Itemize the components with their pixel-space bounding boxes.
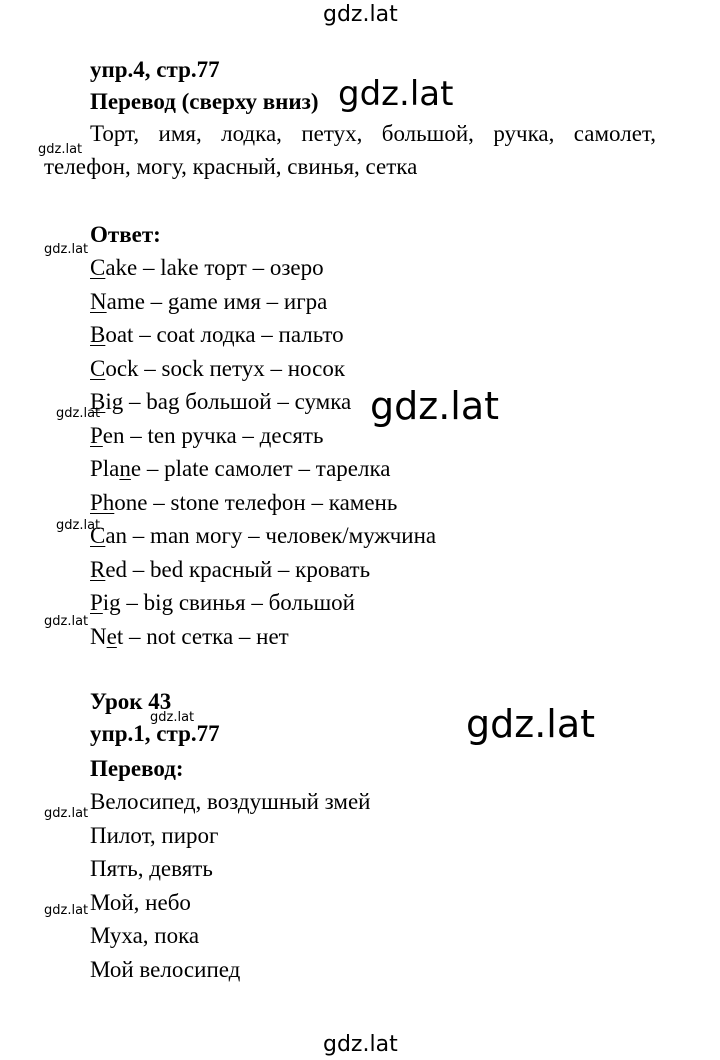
watermark-small: gdz.lat <box>56 518 101 533</box>
watermark-small: gdz.lat <box>44 242 89 257</box>
watermark-small: gdz.lat <box>150 710 195 725</box>
answer-text: en – ten ручка – десять <box>102 422 324 448</box>
lesson-line: Мой, небо <box>90 889 191 915</box>
watermark-large: gdz.lat <box>466 702 596 746</box>
answer-text: ame – game имя – игра <box>106 288 328 314</box>
answer-label: Ответ: <box>90 222 161 247</box>
answer-line <box>90 589 355 617</box>
underlined-letter: B <box>90 322 106 347</box>
underlined-letter: B <box>90 389 106 414</box>
watermark-small: gdz.lat <box>44 806 89 821</box>
lesson-line: Муха, пока <box>90 923 200 948</box>
watermark-small: gdz.lat <box>44 903 89 918</box>
underlined-letter: C <box>90 523 106 548</box>
lesson-line: Велосипед, воздушный змей <box>90 789 371 814</box>
answer-text: ig – bag большой – сумка <box>105 389 352 414</box>
underlined-letter: n <box>119 456 131 481</box>
answer-text: t – not сетка – нет <box>116 623 289 649</box>
lesson-line: Мой велосипед <box>90 956 241 982</box>
answer-line <box>90 522 436 550</box>
answer-line <box>90 288 327 316</box>
watermark-top: gdz.lat <box>323 2 398 27</box>
exercise-subheading: Перевод (сверху вниз) <box>90 89 319 114</box>
answer-text: N <box>90 623 107 649</box>
watermark-small: gdz.lat <box>44 614 89 629</box>
answer-text: one – stone телефон – камень <box>114 489 398 515</box>
answer-line <box>90 422 323 450</box>
answer-text: Pla <box>90 456 120 481</box>
underlined-letter: C <box>90 255 106 280</box>
watermark-bottom: gdz.lat <box>323 1032 398 1057</box>
underlined-letter: R <box>90 556 106 582</box>
watermark-small: gdz.lat <box>38 142 83 157</box>
answer-line <box>90 254 324 282</box>
answer-text: an – man могу – человек/мужчина <box>105 523 437 548</box>
answer-text: ake – lake торт – озеро <box>105 255 324 280</box>
watermark-small: gdz.lat <box>56 406 101 421</box>
underlined-letter: e <box>106 623 117 649</box>
lesson-title: Урок 43 <box>90 689 172 714</box>
answer-text: oat – coat лодка – пальто <box>105 322 344 347</box>
answer-line <box>90 489 397 517</box>
underlined-letter: P <box>90 422 103 448</box>
underlined-letter: C <box>90 355 106 381</box>
underlined-letter: P <box>90 590 103 615</box>
answer-text: ig – big свинья – большой <box>102 590 355 615</box>
lesson-line: Пилот, пирог <box>90 822 219 848</box>
answer-text: ed – bed красный – кровать <box>105 556 371 582</box>
underlined-letter: Ph <box>90 489 115 515</box>
watermark-inline: gdz.lat <box>338 74 454 114</box>
exercise-heading: упр.4, стр.77 <box>90 57 220 82</box>
lesson-line: Пять, девять <box>90 856 213 881</box>
answer-text: e – plate самолет – тарелка <box>130 456 391 481</box>
answer-text: ock – sock петух – носок <box>105 355 345 381</box>
lesson-heading: упр.1, стр.77 <box>90 721 220 746</box>
answer-line <box>90 623 289 651</box>
translation-line: Торт, имя, лодка, петух, большой, ручка, самолет, <box>90 121 656 146</box>
translation-line: телефон, могу, красный, свинья, сетка <box>44 154 418 179</box>
answer-line <box>90 355 345 383</box>
underlined-letter: N <box>90 288 107 314</box>
answer-line <box>90 321 344 349</box>
watermark-large: gdz.lat <box>370 384 500 428</box>
answer-line <box>90 455 391 483</box>
answer-line <box>90 556 370 584</box>
answer-line <box>90 388 351 416</box>
lesson-subheading: Перевод: <box>90 756 184 781</box>
